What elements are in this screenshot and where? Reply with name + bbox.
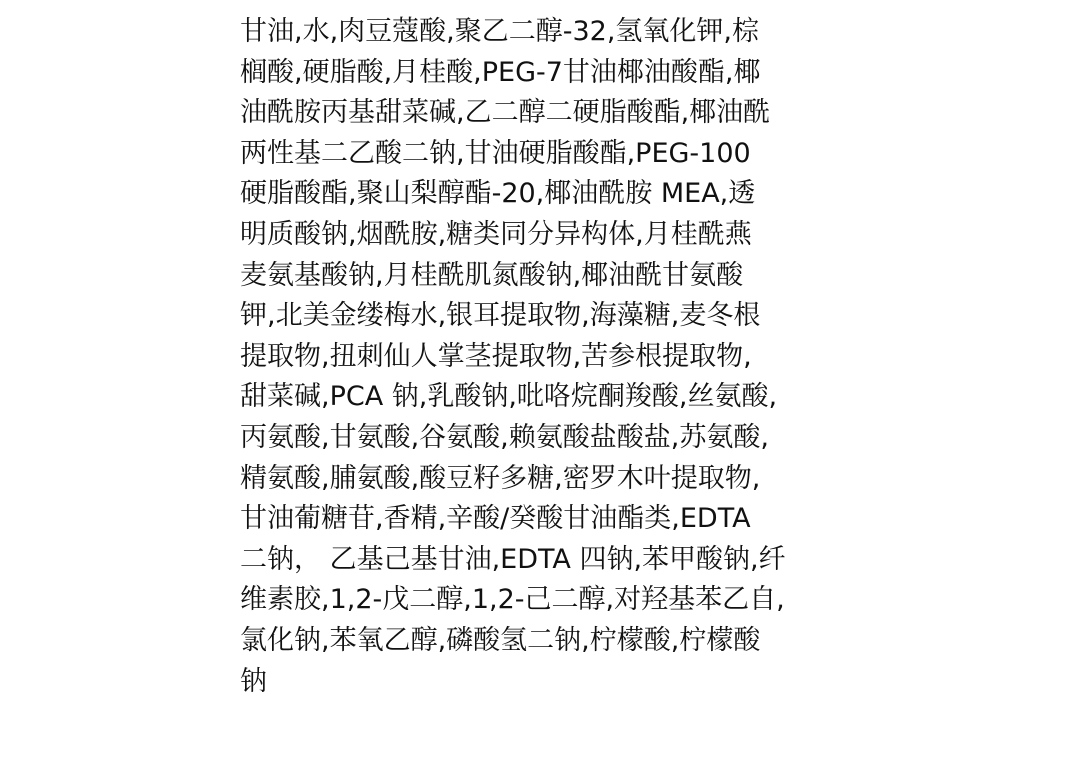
- ingredient-line: 油酰胺丙基甜菜碱,乙二醇二硬脂酸酯,椰油酰: [240, 97, 771, 129]
- ingredient-line: 两性基二乙酸二钠,甘油硬脂酸酯,PEG-100: [240, 137, 751, 169]
- ingredient-line: 榈酸,硬脂酸,月桂酸,PEG-7甘油椰油酸酯,椰: [240, 56, 761, 88]
- ingredient-line: 硬脂酸酯,聚山梨醇酯-20,椰油酰胺 MEA,透: [240, 178, 756, 210]
- ingredient-line: 甘油葡糖苷,香精,辛酸/癸酸甘油酯类,EDTA: [240, 503, 751, 535]
- ingredient-line: 麦氨基酸钠,月桂酰肌氮酸钠,椰油酰甘氨酸: [240, 259, 744, 291]
- ingredient-line: 甜菜碱,PCA 钠,乳酸钠,吡咯烷酮羧酸,丝氨酸,: [240, 381, 778, 413]
- ingredient-line: 甘油,水,肉豆蔻酸,聚乙二醇-32,氢氧化钾,棕: [240, 16, 760, 47]
- ingredient-list: [240, 12, 860, 702]
- ingredient-line: 精氨酸,脯氨酸,酸豆籽多糖,密罗木叶提取物,: [240, 462, 761, 494]
- ingredient-line: 钠: [240, 665, 267, 697]
- ingredient-line: 丙氨酸,甘氨酸,谷氨酸,赖氨酸盐酸盐,苏氨酸,: [240, 421, 769, 453]
- ingredient-line: 氯化钠,苯氧乙醇,磷酸氢二钠,柠檬酸,柠檬酸: [240, 624, 761, 656]
- ingredient-line: 维素胶,1,2-戊二醇,1,2-己二醇,对羟基苯乙自,: [240, 584, 785, 616]
- ingredient-line: 提取物,扭刺仙人掌茎提取物,苦参根提取物,: [240, 340, 752, 372]
- ingredient-line: 明质酸钠,烟酰胺,糖类同分异构体,月桂酰燕: [240, 218, 752, 250]
- ingredient-line: 钾,北美金缕梅水,银耳提取物,海藻糖,麦冬根: [240, 300, 761, 332]
- ingredient-line: 二钠， 乙基己基甘油,EDTA 四钠,苯甲酸钠,纤: [240, 543, 786, 575]
